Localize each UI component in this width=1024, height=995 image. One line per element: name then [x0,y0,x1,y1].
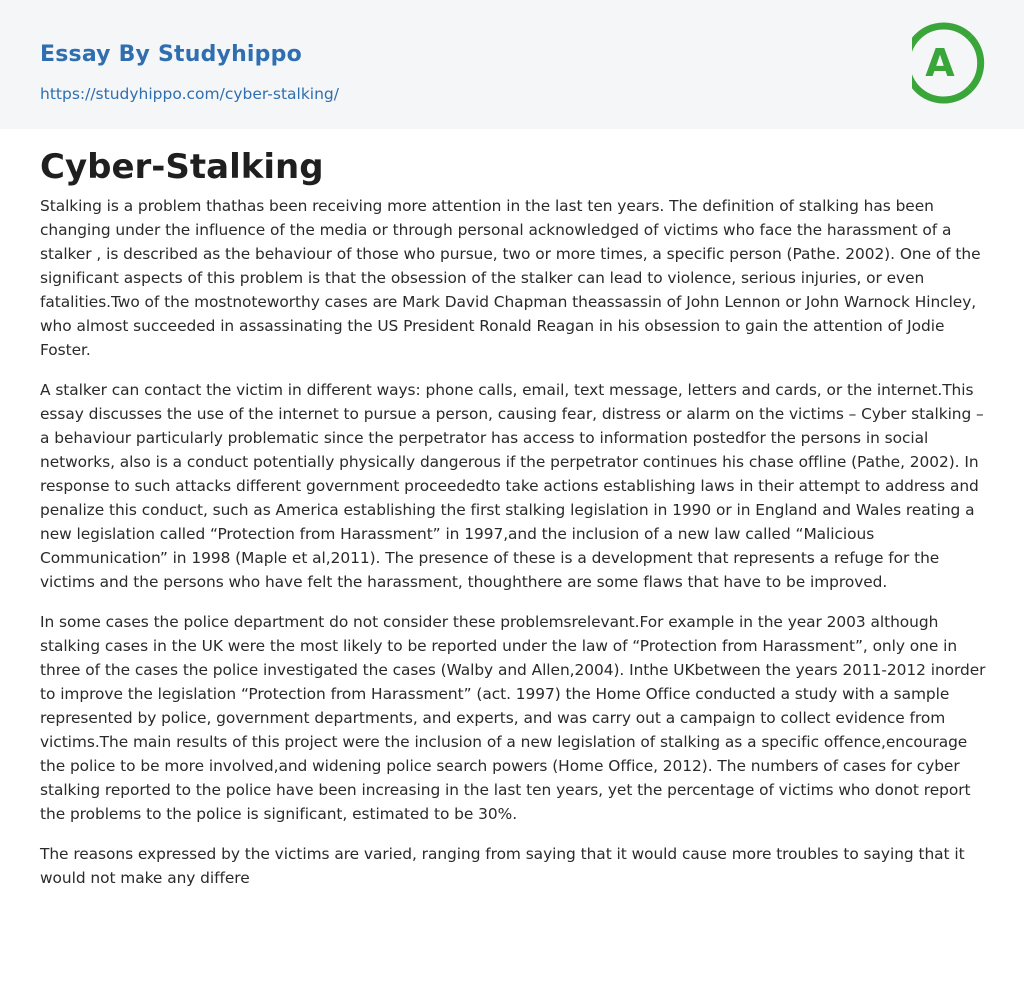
article-paragraph: The reasons expressed by the victims are varied, ranging from saying that it would cause more troubles to saying that it would not make any differe [40,845,965,887]
article-title: Cyber-Stalking [40,147,324,187]
article-paragraph: Stalking is a problem thathas been receiving more attention in the last ten years. The definition of stalking has been changing under the influence of the media or through personal acknowledged of victims who face the harassment of a stalker , is described as the behaviour of those who pursue, two or more times, a specific person (Pathe. 2002). One of the significant aspects of this problem is that the obsession of the stalker can lead to violence, serious injuries, or even fatalities.Two of the mostnoteworthy cases are Mark David Chapman theassassin of John Lennon or John Warnock Hincley, who almost succeeded in assassinating the US President Ronald Reagan in his obsession to gain the attention of Jodie Foster. [40,197,981,359]
article-paragraph: In some cases the police department do not consider these problemsrelevant.For example in the year 2003 although stalking cases in the UK were the most likely to be reported under the law of “Protection from Harassment”, only one in three of the cases the police investigated the cases (Walby and Allen,2004). Inthe UKbetween the years 2011-2012 inorder to improve the legislation “Protection from Harassment” (act. 1997) the Home Office conducted a study with a sample represented by police, government departments, and experts, and was carry out a campaign to collect evidence from victims.The main results of this project were the inclusion of a new legislation of stalking as a specific offence,encourage the police to be more involved,and widening police search powers (Home Office, 2012). The numbers of cases for cyber stalking reported to the police have been increasing in the last ten years, yet the percentage of victims who donot report the problems to the police is significant, estimated to be 30%. [40,613,986,823]
studyhippo-logo-icon[interactable] [912,20,986,106]
article-paragraph: A stalker can contact the victim in different ways: phone calls, email, text message, letters and cards, or the internet.This essay discusses the use of the internet to pursue a person, causing fear, distress or alarm on the victims – Cyber stalking – a behaviour particularly problematic since the perpetrator has access to information postedfor the persons in social networks, also is a conduct potentially physically dangerous if the perpetrator continues his chase offline (Pathe, 2002). In response to such attacks different government proceededto take actions establishing laws in their attempt to address and penalize this conduct, such as America establishing the first stalking legislation in 1990 or in England and Wales reating a new legislation called “Protection from Harassment” in 1997,and the inclusion of a new law called “Malicious Communication” in 1998 (Maple et al,2011). The presence of these is a development that represents a refuge for the victims and the persons who have felt the harassment, thoughthere are some flaws that have to be improved. [40,381,984,591]
logo-letter: A [925,41,955,85]
page-url-link[interactable]: https://studyhippo.com/cyber-stalking/ [40,85,339,103]
article-body [40,194,986,906]
site-brand[interactable]: Essay By Studyhippo [40,42,302,67]
